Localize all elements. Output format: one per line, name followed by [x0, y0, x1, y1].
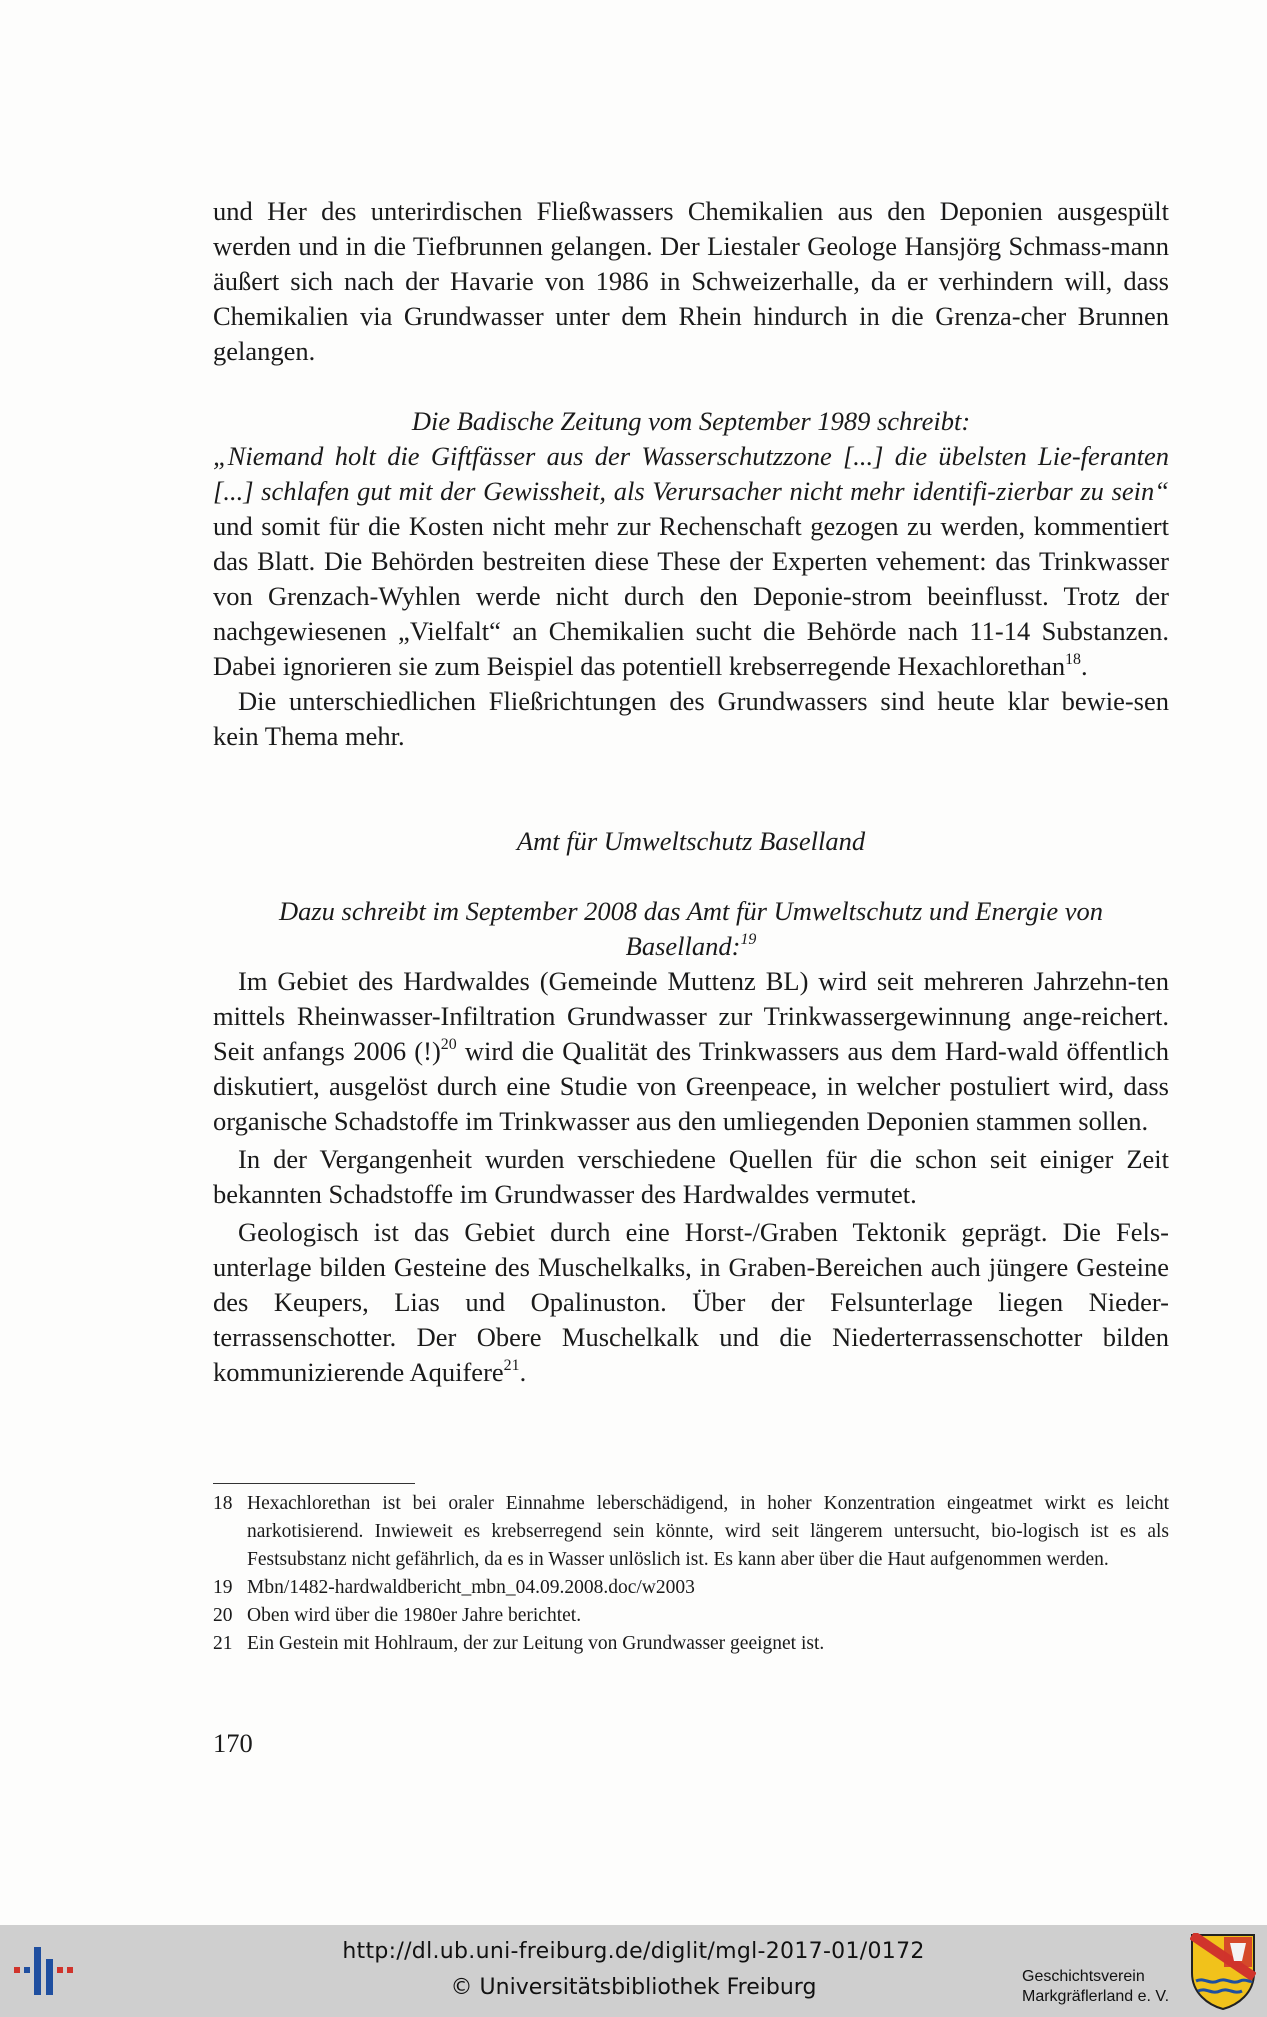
footnote-ref-20[interactable]: 20: [440, 1035, 457, 1053]
footnotes: [213, 1490, 1169, 1658]
section-heading-amt: Amt für Umweltschutz Baselland: [516, 826, 866, 856]
footnote-text: Mbn/1482-hardwaldbericht_mbn_04.09.2008.doc/w2003: [247, 1577, 695, 1598]
footnote-ref-19[interactable]: 19: [740, 930, 757, 948]
footnote-20: [213, 1602, 1169, 1630]
paragraph-quote: [213, 439, 1169, 684]
quote-end: .: [1080, 651, 1088, 681]
footnote-number: 20: [213, 1605, 233, 1626]
footnote-divider: [213, 1483, 415, 1484]
coat-of-arms-icon[interactable]: [1190, 1933, 1256, 2011]
heading-badische-zeitung: Die Badische Zeitung vom September 1989 schreibt:: [411, 406, 971, 436]
library-footer-bar: [0, 1925, 1267, 2017]
paragraph-4-part-b: wird die Qualität des Trinkwassers aus dem Hard-wald öffentlich diskutiert, ausgelöst durch eine Studie von Greenpeace, in welcher postuliert wird, dass organische Schadstoffe im Trinkwasser aus den umliegenden Deponien stammen sollen.: [213, 1036, 1169, 1136]
footnote-18: [213, 1490, 1169, 1574]
paragraph-4: [213, 964, 1169, 1139]
paragraph-4-part-a: Im Gebiet des Hardwaldes (Gemeinde Muttenz BL) wird seit mehreren Jahrzehn-ten mittels Rheinwasser-Infiltration Grundwasser zur Trinkwassergewinnung ange-reichert. Seit anfangs 2006 (!): [213, 966, 1169, 1066]
quote-italic-text: „Niemand holt die Giftfässer aus der Wasserschutzzone [...] die übelsten Lie-feranten [...] schlafen gut mit der Gewissheit, als Verursacher nicht mehr identifi-zierbar zu sein“: [213, 441, 1169, 506]
paragraph-6: [213, 1215, 1169, 1390]
paragraph-1: und Her des unterirdischen Fließwassers Chemikalien aus den Deponien ausgespült werden und in die Tiefbrunnen gelangen. Der Liestaler Geologe Hansjörg Schmass-mann äußert sich nach der Havarie von 1986 in Schweizerhalle, da er verhindern will, dass Chemikalien via Grundwasser unter dem Rhein hindurch in die Grenza-cher Brunnen gelangen.: [213, 196, 1169, 366]
footnote-19: [213, 1574, 1169, 1602]
paragraph-5: In der Vergangenheit wurden verschiedene Quellen für die schon seit einiger Zeit bekannten Schadstoffe im Grundwasser des Hardwaldes vermutet.: [213, 1144, 1169, 1209]
society-name-line-2: Markgräflerland e. V.: [1022, 1988, 1170, 2005]
footnote-ref-18[interactable]: 18: [1065, 650, 1081, 668]
paragraph-3: Die unterschiedlichen Fließrichtungen des Grundwassers sind heute klar bewie-sen kein Thema mehr.: [213, 686, 1169, 751]
page-number: 170: [213, 1728, 253, 1758]
society-name-line-1: Geschichtsverein: [1022, 1968, 1145, 1985]
heading-dazu-schreibt: [213, 894, 1169, 964]
footnote-ref-21[interactable]: 21: [503, 1356, 520, 1374]
heading-dazu-text: Dazu schreibt im September 2008 das Amt für Umweltschutz und Energie von Baselland:: [278, 896, 1104, 961]
paragraph-6-part-a: Geologisch ist das Gebiet durch eine Horst-/Graben Tektonik geprägt. Die Fels-unterlage bilden Gesteine des Muschelkalks, in Graben-Bereichen auch jüngere Gesteine des Keupers, Lias und Opalinuston. Über der Felsunterlage liegen Nieder-terrassenschotter. Der Obere Muschelkalk und die Niederterrassenschotter bilden kommunizierende Aquifere: [213, 1217, 1169, 1387]
footnote-number: 21: [213, 1633, 233, 1654]
footnote-21: [213, 1630, 1169, 1658]
source-url-link[interactable]: http://dl.ub.uni-freiburg.de/diglit/mgl-2017-01/0172: [342, 1939, 925, 1964]
footnote-number: 19: [213, 1577, 233, 1598]
society-name: [1022, 1967, 1169, 2007]
main-text: [213, 194, 1169, 1390]
footnote-text: Oben wird über die 1980er Jahre berichtet.: [247, 1605, 582, 1626]
copyright-notice: © Universitätsbibliothek Freiburg: [450, 1975, 817, 2000]
paragraph-6-end: .: [519, 1357, 527, 1387]
quote-rest-text: und somit für die Kosten nicht mehr zur Rechenschaft gezogen zu werden, kommentiert das Blatt. Die Behörden bestreiten diese These der Experten vehement: das Trinkwasser von Grenzach-Wyhlen werde nicht durch den Deponie-strom beeinflusst. Trotz der nachgewiesenen „Vielfalt“ an Chemikalien sucht die Behörde nach 11-14 Substanzen. Dabei ignorieren sie zum Beispiel das potentiell krebserregende Hexachlorethan: [213, 511, 1169, 681]
footnote-number: 18: [213, 1493, 233, 1514]
footnote-text: Ein Gestein mit Hohlraum, der zur Leitung von Grundwasser geeignet ist.: [247, 1633, 825, 1654]
footnote-text: Hexachlorethan ist bei oraler Einnahme leberschädigend, in hoher Konzentration eingeatmet wirkt es leicht narkotisierend. Inwieweit es krebserregend sein könnte, wird seit längerem untersucht, bio-logisch ist es als Festsubstanz nicht gefährlich, da es in Wasser unlöslich ist. Es kann aber über die Haut aufgenommen werden.: [247, 1493, 1169, 1570]
